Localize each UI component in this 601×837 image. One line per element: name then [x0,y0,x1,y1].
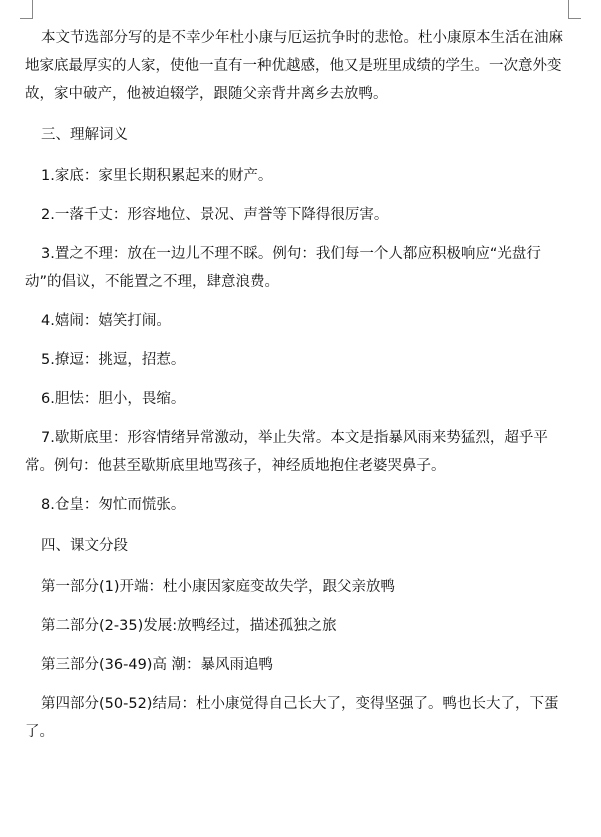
document-body [25,24,570,746]
vocab-item: 3.置之不理：放在一边儿不理不睬。例句：我们每一个人都应积极响应“光盘行动”的倡议，不能置之不理，肆意浪费。 [25,246,541,290]
section-heading-vocabulary: 三、理解词义 [41,127,128,143]
part-item: 第三部分(36-49)高 潮：暴风雨追鸭 [41,657,274,673]
part-item: 第四部分(50-52)结局：杜小康觉得自己长大了，变得坚强了。鸭也长大了，下蛋了。 [25,696,559,740]
vocab-item: 6.胆怯：胆小，畏缩。 [41,391,186,407]
vocab-item: 4.嬉闹：嬉笑打闹。 [41,313,171,329]
vocab-item: 1.家底：家里长期积累起来的财产。 [41,168,273,184]
page-corner-mark-left [20,0,33,19]
section-heading-parts: 四、课文分段 [41,538,128,554]
vocab-item: 7.歇斯底里：形容情绪异常激动，举止失常。本文是指暴风雨来势猛烈，超乎平常。例句：他甚至歇斯底里地骂孩子，神经质地抱住老婆哭鼻子。 [25,430,548,474]
vocab-item: 8.仓皇：匆忙而慌张。 [41,497,186,513]
part-item: 第二部分(2-35)发展:放鸭经过，描述孤独之旅 [41,618,337,634]
vocab-item: 2.一落千丈：形容地位、景况、声誉等下降得很厉害。 [41,207,389,223]
intro-paragraph: 本文节选部分写的是不幸少年杜小康与厄运抗争时的悲怆。杜小康原本生活在油麻地家底最厚实的人家，使他一直有一种优越感，他又是班里成绩的学生。一次意外变故，家中破产，他被迫辍学，跟随父亲背井离乡去放鸭。 [25,30,563,102]
vocab-item: 5.撩逗：挑逗，招惹。 [41,352,186,368]
page-corner-mark-right [568,0,581,19]
part-item: 第一部分(1)开端：杜小康因家庭变故失学，跟父亲放鸭 [41,579,396,595]
